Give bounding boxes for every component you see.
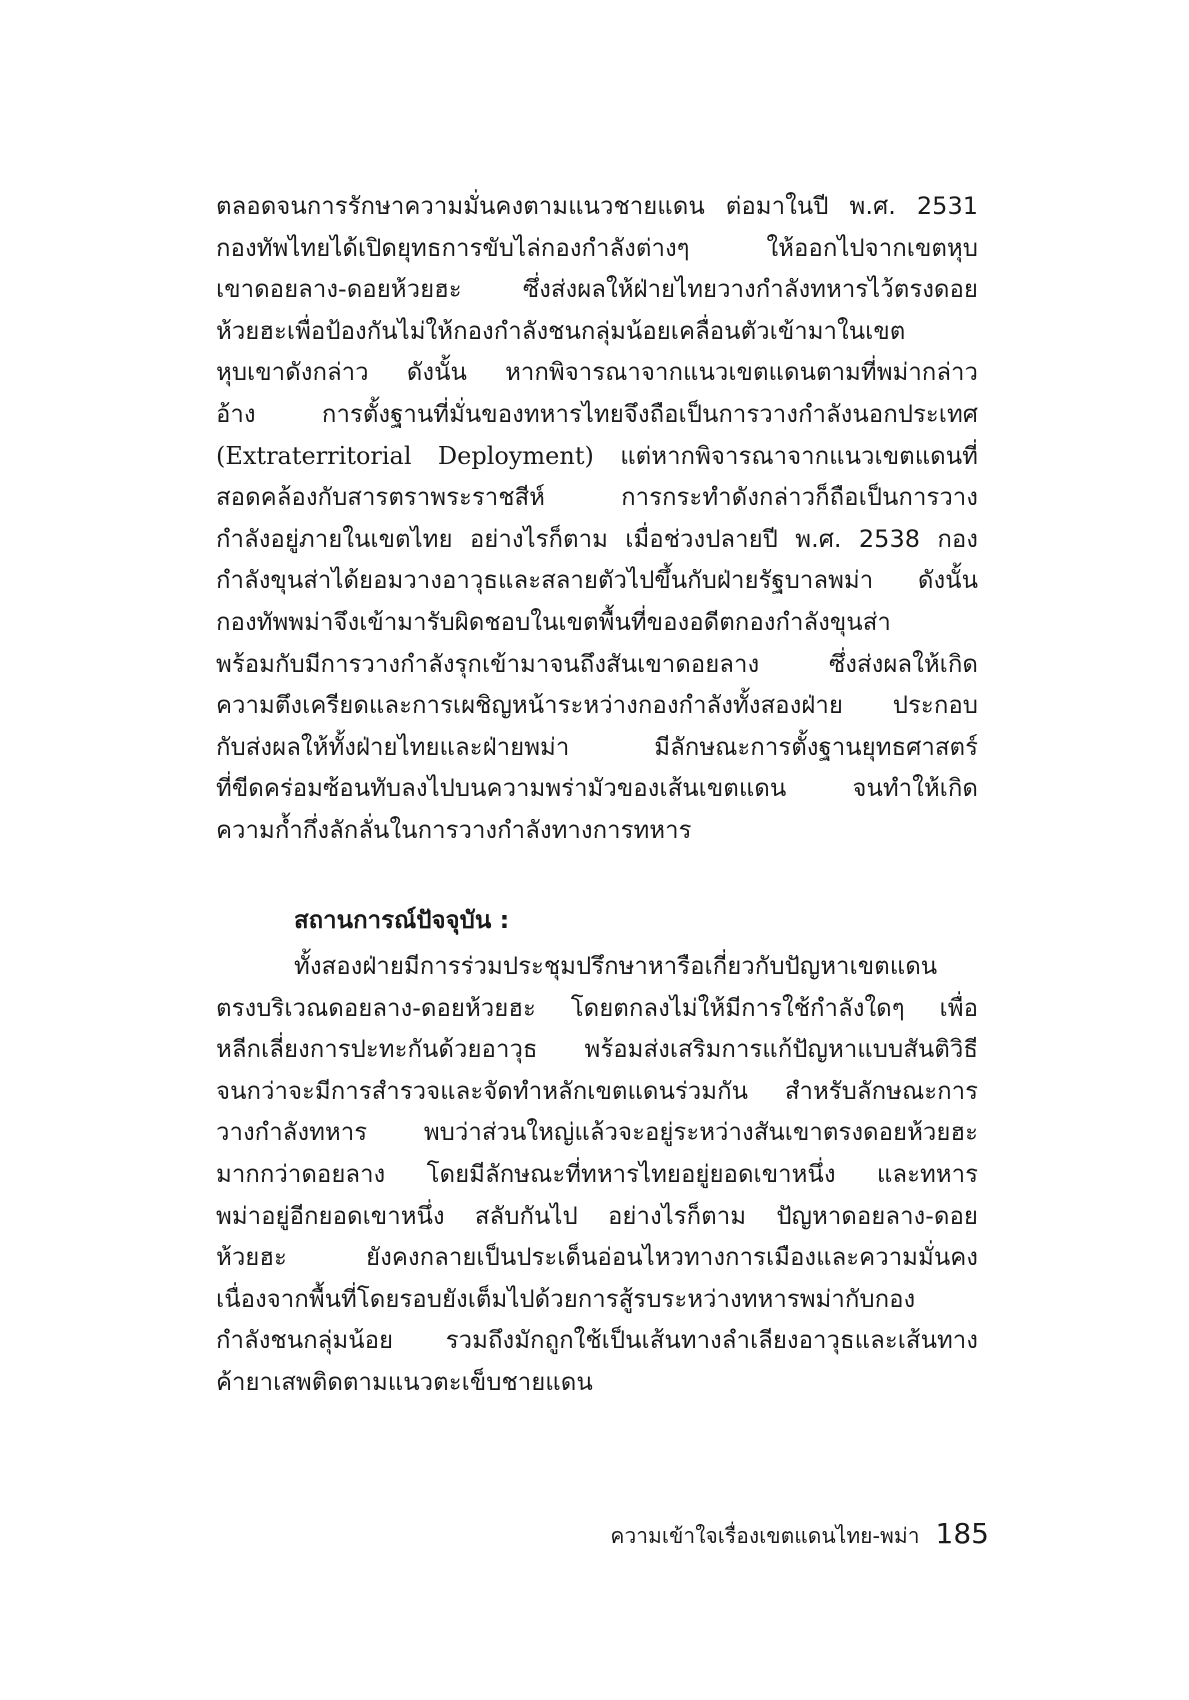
text-line: สอดคล้องกับสารตราพระราชสีห์ การกระทำดังกล่าวก็ถือเป็นการวาง	[216, 483, 978, 512]
text-line: กำลังชนกลุ่มน้อย รวมถึงมักถูกใช้เป็นเส้นทางลำเลียงอาวุธและเส้นทาง	[216, 1326, 978, 1355]
text-line: มากกว่าดอยลาง โดยมีลักษณะที่ทหารไทยอยู่ยอดเขาหนึ่ง และทหาร	[216, 1159, 978, 1188]
text-line: ตลอดจนการรักษาความมั่นคงตามแนวชายแดน ต่อมาในปี พ.ศ. 2531	[216, 192, 978, 220]
text-line: จนกว่าจะมีการสำรวจและจัดทำหลักเขตแดนร่วมกัน สำหรับลักษณะการ	[216, 1076, 978, 1105]
english-term: (Extraterritorial Deployment)	[216, 441, 594, 470]
text-line: พม่าอยู่อีกยอดเขาหนึ่ง สลับกันไป อย่างไรก็ตาม ปัญหาดอยลาง-ดอย	[216, 1201, 978, 1230]
text-line: กำลังอยู่ภายในเขตไทย อย่างไรก็ตาม เมื่อช่วงปลายปี พ.ศ. 2538 กอง	[216, 524, 978, 553]
page-number: 185	[935, 1517, 989, 1550]
text-line-with-english-term	[216, 436, 978, 478]
text-line: ความตึงเครียดและการเผชิญหน้าระหว่างกองกำลังทั้งสองฝ่าย ประกอบ	[216, 691, 978, 720]
text-line: เนื่องจากพื้นที่โดยรอบยังเต็มไปด้วยการสู้รบระหว่างทหารพม่ากับกอง	[216, 1284, 916, 1313]
page-footer	[610, 1514, 989, 1554]
body-paragraph	[216, 186, 978, 852]
text-line: กับส่งผลให้ทั้งฝ่ายไทยและฝ่ายพม่า มีลักษณะการตั้งฐานยุทธศาสตร์	[216, 732, 978, 761]
section-heading: สถานการณ์ปัจจุบัน :	[294, 906, 510, 934]
running-title: ความเข้าใจเรื่องเขตแดนไทย-พม่า	[610, 1524, 920, 1548]
text-line: ความก้ำกึ่งลักลั่นในการวางกำลังทางการทหาร	[216, 815, 692, 844]
text-line: กองทัพพม่าจึงเข้ามารับผิดชอบในเขตพื้นที่ของอดีตกองกำลังขุนส่า	[216, 607, 891, 636]
text-line: หลีกเลี่ยงการปะทะกันด้วยอาวุธ พร้อมส่งเสริมการแก้ปัญหาแบบสันติวิธี	[216, 1035, 978, 1064]
text-line: ห้วยฮะเพื่อป้องกันไม่ให้กองกำลังชนกลุ่มน้อยเคลื่อนตัวเข้ามาในเขต	[216, 316, 906, 345]
text-line: หุบเขาดังกล่าว ดังนั้น หากพิจารณาจากแนวเขตแดนตามที่พม่ากล่าว	[216, 358, 978, 387]
text-line: เขาดอยลาง-ดอยห้วยฮะ ซึ่งส่งผลให้ฝ่ายไทยวางกำลังทหารไว้ตรงดอย	[216, 275, 978, 304]
text-line: ห้วยฮะ ยังคงกลายเป็นประเด็นอ่อนไหวทางการเมืองและความมั่นคง	[216, 1243, 978, 1272]
text-line: ทั้งสองฝ่ายมีการร่วมประชุมปรึกษาหารือเกี่ยวกับปัญหาเขตแดน	[294, 952, 938, 980]
text-line: กำลังขุนส่าได้ยอมวางอาวุธและสลายตัวไปขึ้นกับฝ่ายรัฐบาลพม่า ดังนั้น	[216, 566, 978, 595]
section-paragraph	[216, 946, 978, 1404]
text-line-remainder: แต่หากพิจารณาจากแนวเขตแดนที่	[620, 441, 978, 470]
text-line: กองทัพไทยได้เปิดยุทธการขับไล่กองกำลังต่างๆ ให้ออกไปจากเขตหุบ	[216, 233, 978, 262]
text-line: พร้อมกับมีการวางกำลังรุกเข้ามาจนถึงสันเขาดอยลาง ซึ่งส่งผลให้เกิด	[216, 649, 978, 678]
text-line: วางกำลังทหาร พบว่าส่วนใหญ่แล้วจะอยู่ระหว่างสันเขาตรงดอยห้วยฮะ	[216, 1118, 978, 1147]
text-line: ที่ขีดคร่อมซ้อนทับลงไปบนความพร่ามัวของเส้นเขตแดน จนทำให้เกิด	[216, 774, 978, 803]
text-line: ตรงบริเวณดอยลาง-ดอยห้วยฮะ โดยตกลงไม่ให้มีการใช้กำลังใดๆ เพื่อ	[216, 993, 978, 1022]
text-line: ค้ายาเสพติดตามแนวตะเข็บชายแดน	[216, 1367, 593, 1396]
text-line: อ้าง การตั้งฐานที่มั่นของทหารไทยจึงถือเป็นการวางกำลังนอกประเทศ	[216, 399, 978, 428]
